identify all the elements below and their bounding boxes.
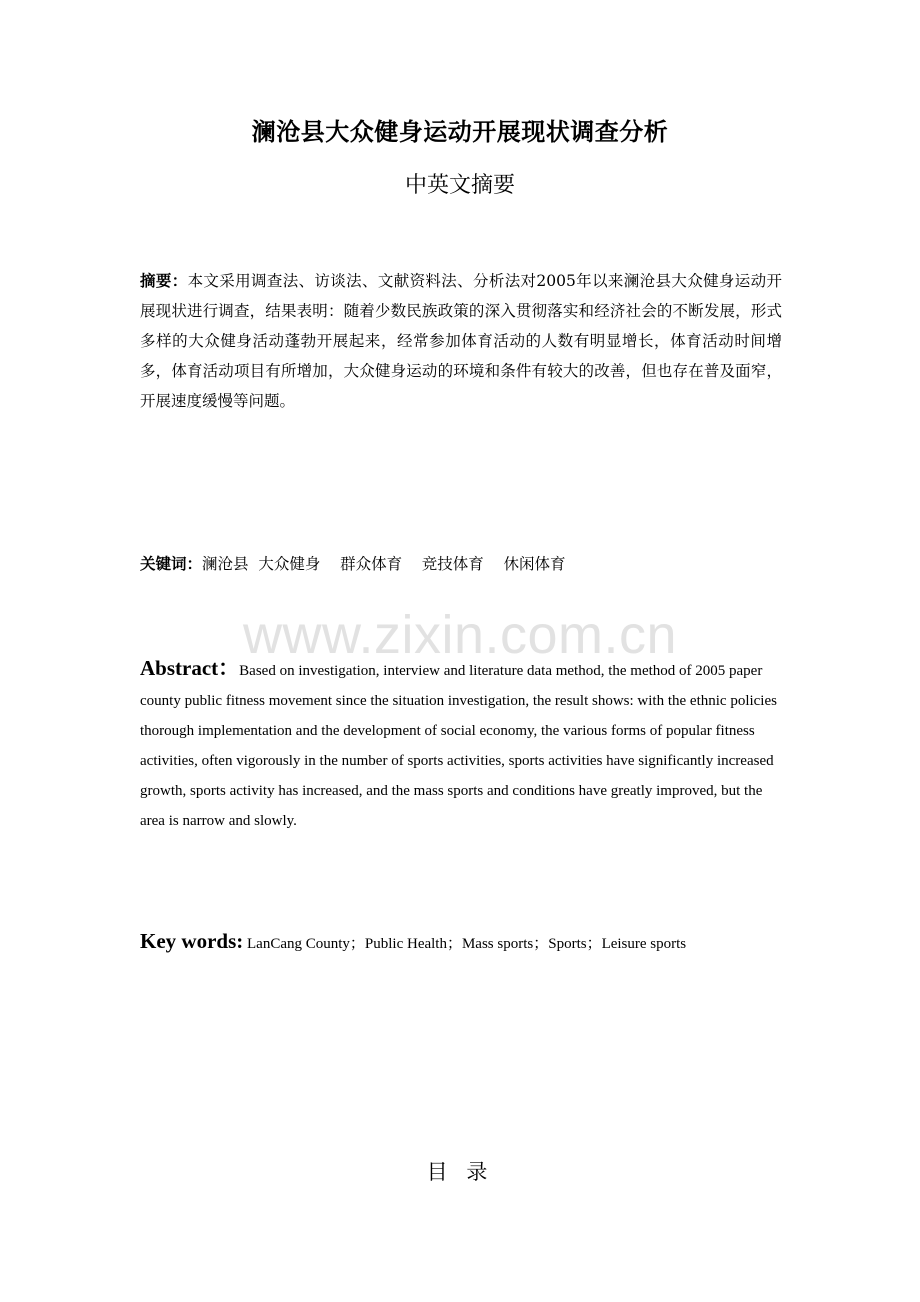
english-keywords: [140, 926, 840, 959]
chinese-keywords: [140, 549, 782, 579]
english-keywords-text: LanCang County；Public Health；Mass sports；Sports；Leisure sports: [243, 936, 687, 952]
english-keywords-label: Key words:: [140, 929, 244, 953]
chinese-keywords-text: 澜沧县 大众健身 群众体育 竞技体育 休闲体育: [202, 555, 566, 573]
table-of-contents-heading: 目 录: [426, 1160, 494, 1184]
document-title: 澜沧县大众健身运动开展现状调查分析: [251, 118, 669, 146]
english-abstract: [140, 653, 780, 836]
document-subtitle: 中英文摘要: [404, 173, 515, 198]
english-abstract-text: Based on investigation, interview and literature data method, the method of 2005 paper county public fitness movement since the situation investigation, the result shows: with the ethnic policies thorough implementation and the development of social economy, the various forms of popular fitness activities, often vigorously in the number of sports activities, sports activities have significantly increased growth, sports activity has increased, and the mass sports and conditions have greatly improved, but the area is narrow and slowly.: [140, 663, 777, 829]
english-abstract-label: Abstract：: [140, 656, 240, 680]
chinese-keywords-label: 关键词：: [140, 555, 203, 573]
site-watermark: www.zixin.com.cn: [242, 605, 678, 665]
chinese-abstract-text: 本文采用调查法、访谈法、文献资料法、分析法对2005年以来澜沧县大众健身运动开展现状进行调查，结果表明：随着少数民族政策的深入贯彻落实和经济社会的不断发展，形式多样的大众健身活动蓬勃开展起来，经常参加体育活动的人数有明显增长，体育活动时间增多，体育活动项目有所增加，大众健身运动的环境和条件有较大的改善，但也存在普及面窄，开展速度缓慢等问题。: [140, 272, 782, 410]
chinese-abstract: [140, 266, 782, 416]
chinese-abstract-label: 摘要：: [140, 272, 188, 290]
